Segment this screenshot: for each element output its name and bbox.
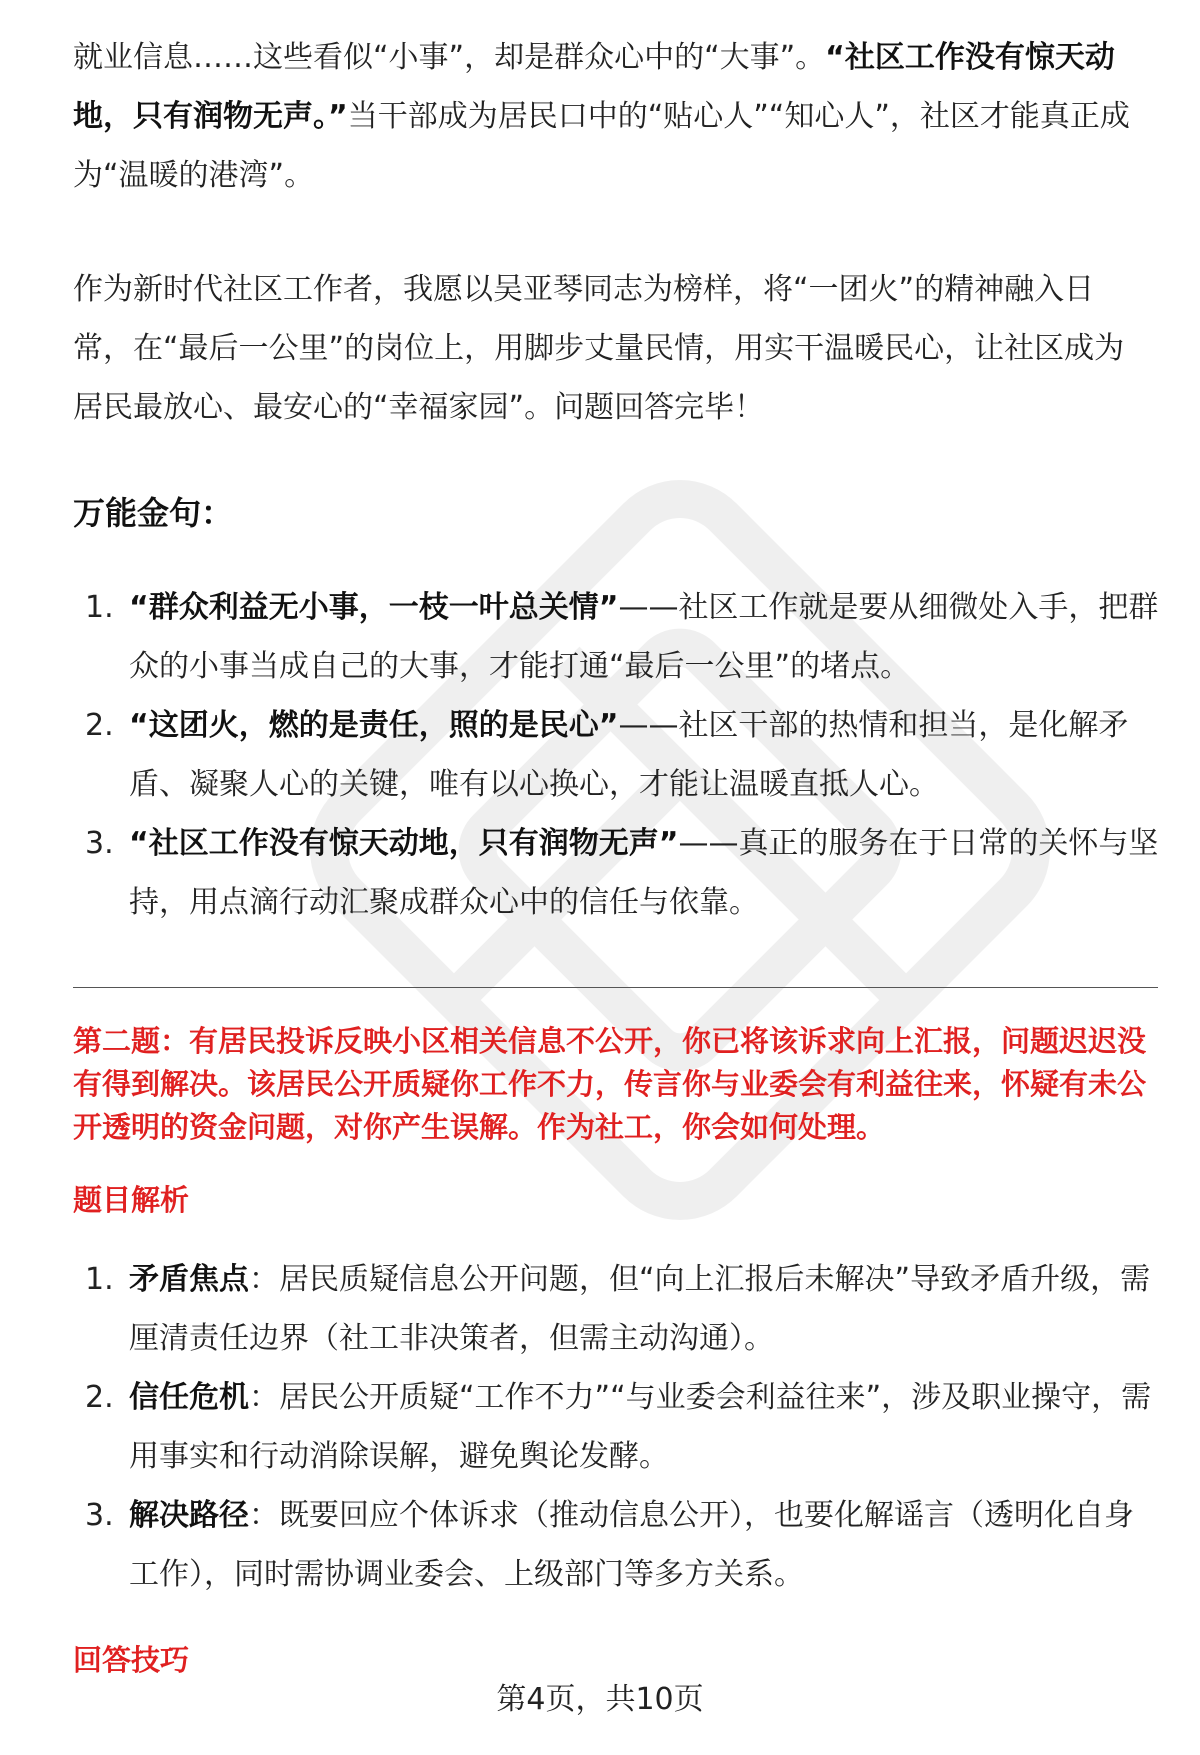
golden-sentences-heading: 万能金句： <box>73 494 234 532</box>
list-item: 3. “社区工作没有惊天动地，只有润物无声”——真正的服务在于日常的关怀与坚持，用点滴行动汇聚成群众心中的信任与依靠。 <box>85 826 1159 920</box>
list-item: 2. “这团火，燃的是责任，照的是民心”——社区干部的热情和担当，是化解矛盾、凝聚人心的关键，唯有以心换心，才能让温暖直抵人心。 <box>85 708 1129 802</box>
list-item: 3. 解决路径：既要回应个体诉求（推动信息公开），也要化解谣言（透明化自身工作），同时需协调业委会、上级部门等多方关系。 <box>85 1498 1134 1592</box>
question-2: 第二题：有居民投诉反映小区相关信息不公开，你已将该诉求向上汇报，问题迟迟没有得到解决。该居民公开质疑你工作不力，传言你与业委会有利益往来，怀疑有未公开透明的资金问题，对你产生误解。作为社工，你会如何处理。 <box>73 1024 1147 1144</box>
analysis-list <box>73 1250 1163 1604</box>
intro-text-1: 就业信息……这些看似“小事”，却是群众心中的“大事”。 <box>73 40 826 75</box>
closing-paragraph: 作为新时代社区工作者，我愿以吴亚琴同志为榜样，将“一团火”的精神融入日常，在“最后一公里”的岗位上，用脚步丈量民情，用实干温暖民心，让社区成为居民最放心、最安心的“幸福家园”。问题回答完毕！ <box>73 272 1125 425</box>
list-item: 2. 信任危机：居民公开质疑“工作不力”“与业委会利益往来”，涉及职业操守，需用事实和行动消除误解，避免舆论发酵。 <box>85 1380 1152 1474</box>
list-item: 1. “群众利益无小事，一枝一叶总关情”——社区工作就是要从细微处入手，把群众的小事当成自己的大事，才能打通“最后一公里”的堵点。 <box>85 590 1159 684</box>
intro-paragraph <box>73 28 1153 205</box>
intro-bold-quote: “社区工作没有惊天动地，只有润物无声。” <box>73 40 1115 134</box>
intro-text-2: 当干部成为居民口中的“贴心人”“知心人”，社区才能真正成为“温暖的港湾”。 <box>73 99 1130 193</box>
section-divider <box>73 987 1158 988</box>
analysis-heading: 题目解析 <box>73 1183 190 1217</box>
tips-heading: 回答技巧 <box>73 1643 190 1677</box>
golden-sentences-list <box>73 578 1163 932</box>
page-number-footer: 第4页，共10页 <box>496 1682 704 1717</box>
list-item: 1. 矛盾焦点：居民质疑信息公开问题，但“向上汇报后未解决”导致矛盾升级，需厘清责任边界（社工非决策者，但需主动沟通）。 <box>85 1262 1151 1356</box>
